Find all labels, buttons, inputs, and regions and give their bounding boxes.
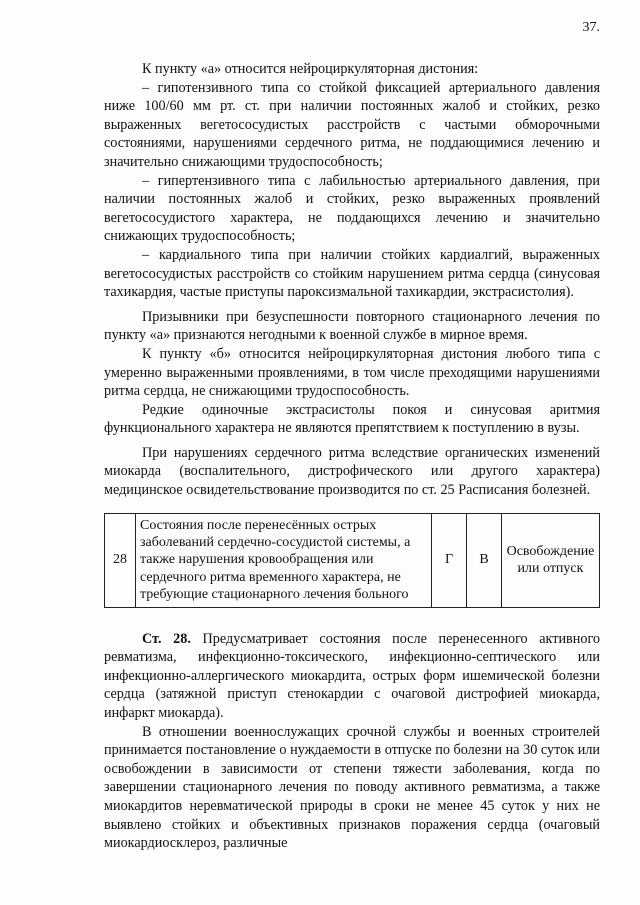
paragraph-hypertensive-type: – гипертензивного типа с лабильностью артериального давления, при наличии постоянных жалоб и стойких, резко выраженных проявлений вегетососудистого характера, не поддающихся лечению и значительно снижающих трудоспособность; [104, 172, 600, 245]
paragraph-servicemen: В отношении военнослужащих срочной службы и военных строителей принимается постановление о нуждаемости в отпуске по болезни на 30 суток или освобождении в зависимости от степени тяжести заболевания, когда по завершении стационарного лечения по поводу активного ревматизма, а также миокардитов неревматической природы в сроки не менее 45 суток у них не выявлено стойких и объективных признаков поражения сердца (очаговый миокардиосклероз, различные [104, 723, 600, 852]
page-number: 37. [582, 20, 600, 35]
article-text: Предусматривает состояния после перенесенного активного ревматизма, инфекционно-токсического, инфекционно-септического или инфекционно-аллергического миокардита, острых форм ишемической болезни сердца (затяжной приступ стенокардии с очаговой дистрофией миокарда, инфаркт миокарда). [104, 630, 600, 722]
paragraph-extrasystoles: Редкие одиночные экстрасистолы покоя и синусовая аритмия функционального характера не являются препятствием к поступлению в вузы. [104, 401, 600, 437]
category-v-cell: В [467, 513, 502, 607]
paragraph-rhythm-disorders: При нарушениях сердечного ритма вследствие органических изменений миокарда (воспалительного, дистрофического или другого характера) медицинское освидетельствование производится по ст. 25 Расписания болезней. [104, 444, 600, 499]
schedule-table [104, 513, 600, 608]
paragraph-cardiac-type: – кардиального типа при наличии стойких кардиалгий, выраженных вегетососудистых расстройств со стойким нарушением ритма сердца (синусовая тахикардия, частые приступы пароксизмальной тахикардии, экстрасистолия). [104, 246, 600, 301]
article-28-paragraph [104, 630, 600, 723]
table-row [105, 513, 600, 607]
paragraph-item-b: К пункту «б» относится нейроциркуляторная дистония любого типа с умеренно выраженными проявлениями, в том числе преходящими нарушениями ритма сердца, не снижающими трудоспособность. [104, 345, 600, 400]
paragraph-hypotensive-type: – гипотензивного типа со стойкой фиксацией артериального давления ниже 100/60 мм рт. ст. при наличии постоянных жалоб и стойких, резко выраженных вегетососудистых расстройств с частыми обморочными состояниями, нарушениями сердечного ритма, не поддающимися лечению и значительно снижающими трудоспособность; [104, 79, 600, 170]
disease-description-cell: Состояния после перенесённых острых заболеваний сердечно-сосудистой системы, а также нарушения кровообращения или сердечного ритма временного характера, не требующие стационарного лечения больного [136, 513, 432, 607]
paragraph-conscripts: Призывники при безуспешности повторного стационарного лечения по пункту «а» признаются негодными к военной службе в мирное время. [104, 308, 600, 344]
document-body [104, 60, 600, 853]
article-number-cell: 28 [105, 513, 136, 607]
article-label: Ст. 28. [142, 630, 191, 647]
result-cell: Освобождение или отпуск [502, 513, 600, 607]
paragraph-item-a-intro: К пункту «а» относится нейроциркуляторная дистония: [142, 61, 479, 77]
category-g-cell: Г [432, 513, 467, 607]
